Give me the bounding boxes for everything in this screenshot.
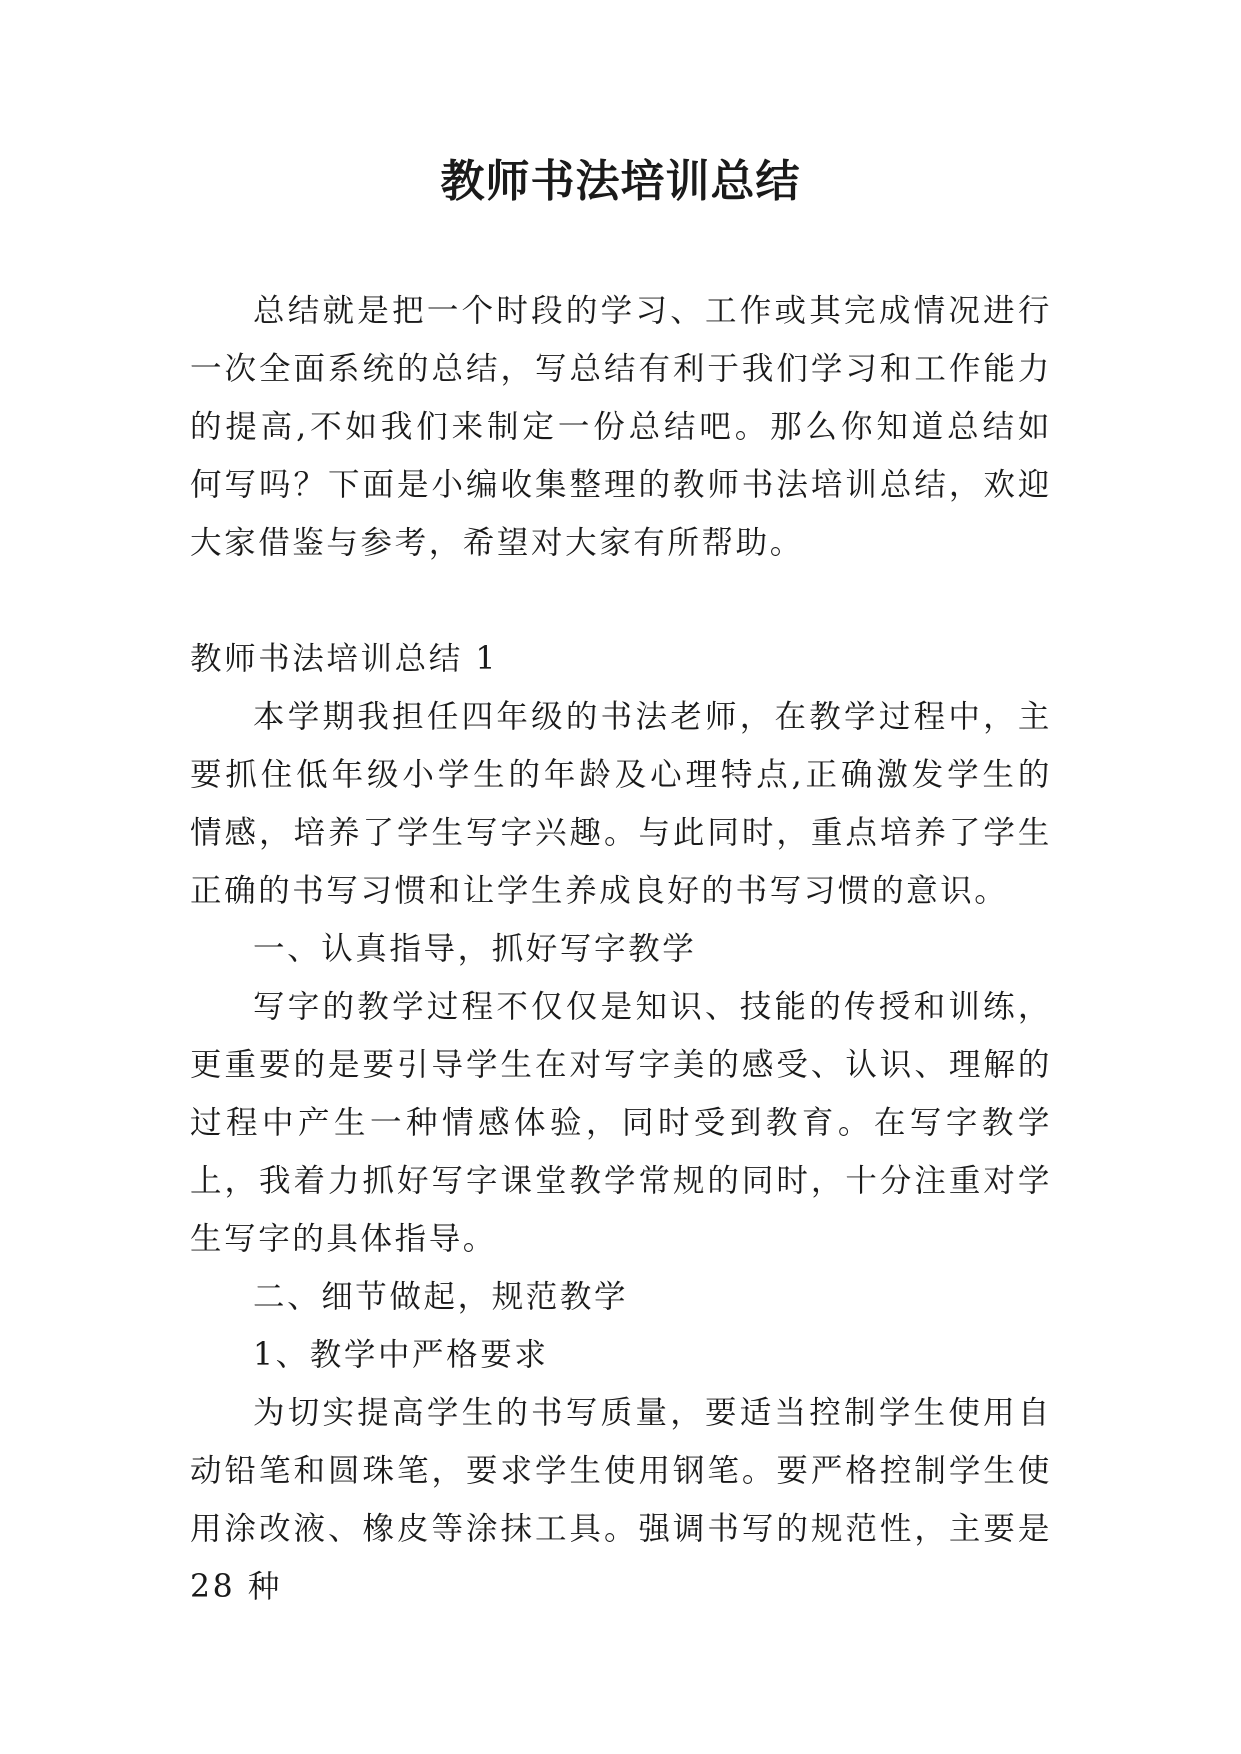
subheading-strict-requirements: 1、教学中严格要求 [253,1337,549,1373]
subheading-details: 二、细节做起，规范教学 [253,1279,629,1315]
intro-paragraph: 总结就是把一个时段的学习、工作或其完成情况进行一次全面系统的总结，写总结有利于我们学习和工作能力的提高,不如我们来制定一份总结吧。那么你知道总结如何写吗？下面是小编收集整理的教师书法培训总结，欢迎大家借鉴与参考，希望对大家有所帮助。 [190,293,1052,561]
document-body [190,282,1052,1616]
paragraph-writing-quality: 为切实提高学生的书写质量，要适当控制学生使用自动铅笔和圆珠笔，要求学生使用钢笔。要严格控制学生使用涂改液、橡皮等涂抹工具。强调书写的规范性，主要是 28 种 [190,1395,1052,1605]
subheading-guidance: 一、认真指导，抓好写字教学 [253,931,697,967]
paragraph-teaching-process: 写字的教学过程不仅仅是知识、技能的传授和训练，更重要的是要引导学生在对写字美的感受、认识、理解的过程中产生一种情感体验，同时受到教育。在写字教学上，我着力抓好写字课堂教学常规的同时，十分注重对学生写字的具体指导。 [190,989,1052,1257]
document-title: 教师书法培训总结 [440,156,801,207]
section1-paragraph: 本学期我担任四年级的书法老师，在教学过程中，主要抓住低年级小学生的年龄及心理特点,正确激发学生的情感，培养了学生写字兴趣。与此同时，重点培养了学生正确的书写习惯和让学生养成良好的书写习惯的意识。 [190,699,1052,909]
section-heading: 教师书法培训总结 1 [190,641,499,677]
